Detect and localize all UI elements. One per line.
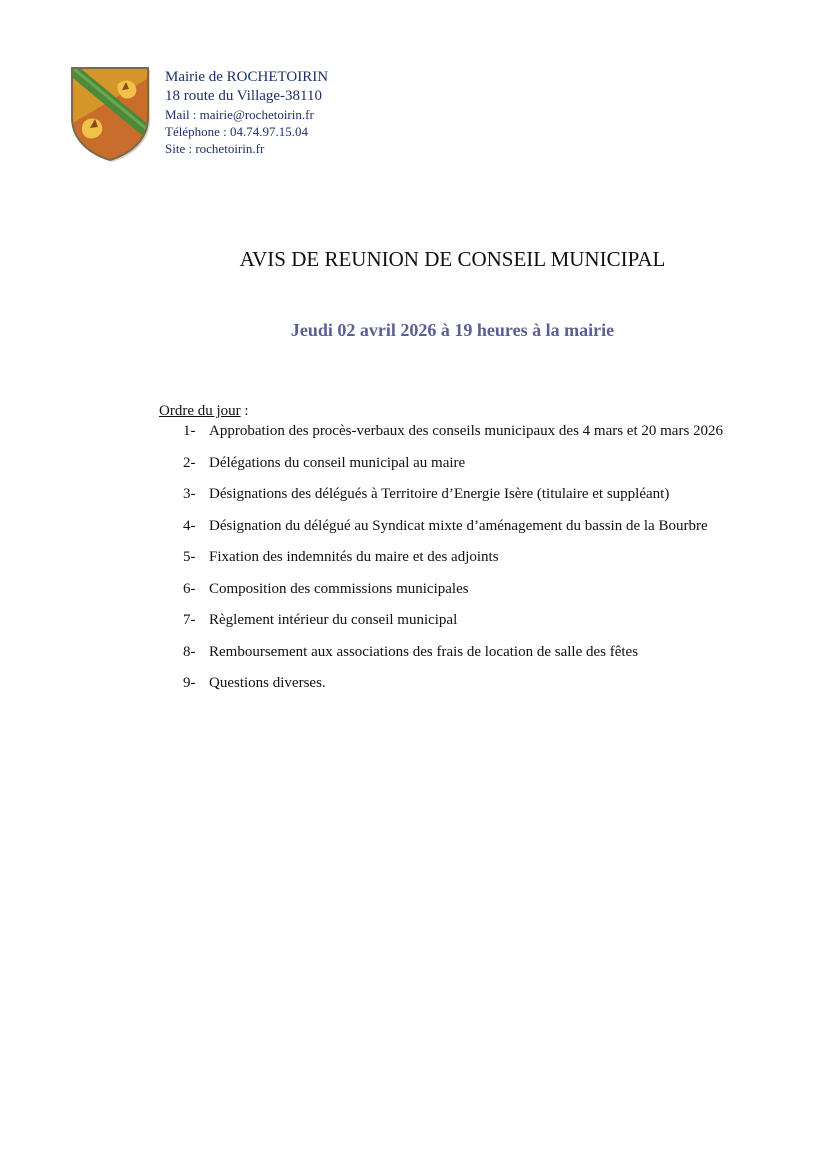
mairie-email: Mail : mairie@rochetoirin.fr xyxy=(165,107,314,122)
agenda-item-number: 7- xyxy=(183,612,196,628)
agenda-list xyxy=(183,421,748,705)
agenda-item-number: 6- xyxy=(183,580,196,597)
agenda-item xyxy=(183,453,748,473)
agenda-item-text: Approbation des procès-verbaux des conseils municipaux des 4 mars et 20 mars 2026 xyxy=(209,423,724,439)
agenda-item xyxy=(183,579,748,599)
mairie-phone: Téléphone : 04.74.97.15.04 xyxy=(165,124,308,139)
page-title: AVIS DE REUNION DE CONSEIL MUNICIPAL xyxy=(239,247,666,271)
agenda-item-number: 2- xyxy=(183,454,196,471)
mairie-address: 18 route du Village-38110 xyxy=(165,88,322,104)
agenda-heading xyxy=(159,401,249,421)
agenda-item-text: Désignations des délégués à Territoire d’Energie Isère (titulaire et suppléant) xyxy=(209,486,670,502)
agenda-item-text: Questions diverses. xyxy=(209,675,326,691)
agenda-item xyxy=(183,610,748,630)
agenda-item-number: 9- xyxy=(183,675,196,691)
municipal-crest-logo xyxy=(68,66,152,162)
agenda-item xyxy=(183,516,748,536)
agenda-item-number: 5- xyxy=(183,549,196,565)
agenda-item xyxy=(183,547,748,567)
agenda-item xyxy=(183,642,748,662)
mairie-website: Site : rochetoirin.fr xyxy=(165,141,265,156)
agenda-item xyxy=(183,484,748,504)
agenda-item xyxy=(183,673,748,693)
agenda-item-text: Désignation du délégué au Syndicat mixte d’aménagement du bassin de la Bourbre xyxy=(209,517,708,534)
agenda-item-text: Composition des commissions municipales xyxy=(209,580,469,597)
letterhead xyxy=(165,68,328,157)
agenda-item-text: Remboursement aux associations des frais de location de salle des fêtes xyxy=(209,643,639,660)
agenda-item-number: 1- xyxy=(183,423,196,439)
agenda-item xyxy=(183,421,748,441)
agenda-item-text: Fixation des indemnités du maire et des adjoints xyxy=(209,549,499,565)
agenda-item-number: 3- xyxy=(183,486,196,502)
agenda-heading-suffix: : xyxy=(240,403,249,419)
agenda-item-number: 4- xyxy=(183,517,196,534)
agenda-item-number: 8- xyxy=(183,643,196,660)
crest-shield-icon xyxy=(68,66,152,162)
meeting-date: Jeudi 02 avril 2026 à 19 heures à la mairie xyxy=(290,320,615,340)
mairie-name: Mairie de ROCHETOIRIN xyxy=(165,69,329,85)
agenda-heading-label: Ordre du jour xyxy=(159,403,241,419)
agenda-item-text: Délégations du conseil municipal au maire xyxy=(209,454,466,471)
agenda-item-text: Règlement intérieur du conseil municipal xyxy=(209,612,458,628)
